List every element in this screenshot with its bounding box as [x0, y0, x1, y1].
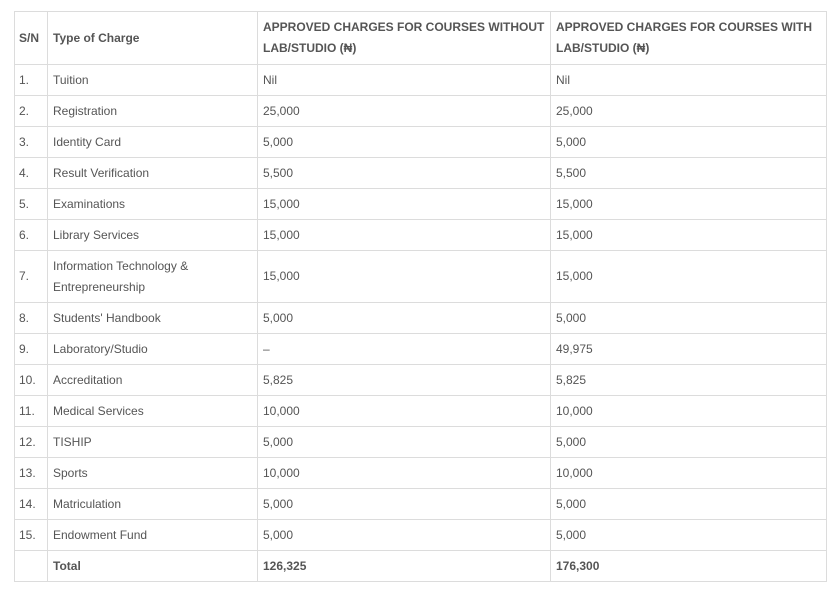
cell-type-of-charge: Identity Card — [48, 127, 258, 158]
cell-without-lab: 5,000 — [258, 489, 551, 520]
cell-without-lab: 10,000 — [258, 396, 551, 427]
table-row — [15, 220, 827, 251]
cell-without-lab: 5,825 — [258, 365, 551, 396]
cell-without-lab: – — [258, 334, 551, 365]
cell-without-lab: Nil — [258, 65, 551, 96]
cell-sn: 5. — [15, 189, 48, 220]
table-row — [15, 427, 827, 458]
cell-with-lab: 5,000 — [551, 127, 827, 158]
cell-type-of-charge: Registration — [48, 96, 258, 127]
header-without-lab: APPROVED CHARGES FOR COURSES WITHOUT LAB/STUDIO (₦) — [258, 12, 551, 65]
cell-with-lab: 5,825 — [551, 365, 827, 396]
cell-with-lab: 25,000 — [551, 96, 827, 127]
cell-type-of-charge: Sports — [48, 458, 258, 489]
cell-without-lab: 15,000 — [258, 189, 551, 220]
cell-type-of-charge: TISHIP — [48, 427, 258, 458]
cell-type-of-charge: Examinations — [48, 189, 258, 220]
cell-without-lab: 5,000 — [258, 427, 551, 458]
charges-table — [14, 11, 827, 582]
cell-sn: 14. — [15, 489, 48, 520]
cell-with-lab: 10,000 — [551, 458, 827, 489]
cell-with-lab: 15,000 — [551, 251, 827, 303]
cell-sn: 12. — [15, 427, 48, 458]
table-body — [15, 65, 827, 582]
cell-with-lab: 5,000 — [551, 427, 827, 458]
cell-with-lab: 5,000 — [551, 303, 827, 334]
cell-sn: 13. — [15, 458, 48, 489]
cell-sn: 8. — [15, 303, 48, 334]
cell-without-lab: 25,000 — [258, 96, 551, 127]
table-row — [15, 489, 827, 520]
cell-type-of-charge: Students' Handbook — [48, 303, 258, 334]
cell-type-of-charge: Medical Services — [48, 396, 258, 427]
header-type-of-charge: Type of Charge — [48, 12, 258, 65]
table-row — [15, 189, 827, 220]
table-row — [15, 334, 827, 365]
cell-with-lab: 15,000 — [551, 189, 827, 220]
header-with-lab: APPROVED CHARGES FOR COURSES WITH LAB/STUDIO (₦) — [551, 12, 827, 65]
table-row — [15, 365, 827, 396]
table-row — [15, 251, 827, 303]
cell-sn: 11. — [15, 396, 48, 427]
cell-type-of-charge: Result Verification — [48, 158, 258, 189]
cell-type-of-charge: Information Technology & Entrepreneurship — [48, 251, 258, 303]
header-sn: S/N — [15, 12, 48, 65]
cell-sn: 10. — [15, 365, 48, 396]
table-row — [15, 65, 827, 96]
cell-with-lab: 49,975 — [551, 334, 827, 365]
cell-without-lab: 5,500 — [258, 158, 551, 189]
table-row — [15, 458, 827, 489]
cell-sn: 1. — [15, 65, 48, 96]
cell-sn: 4. — [15, 158, 48, 189]
cell-with-lab: 5,000 — [551, 520, 827, 551]
table-row — [15, 127, 827, 158]
table-row — [15, 96, 827, 127]
cell-without-lab: 5,000 — [258, 127, 551, 158]
table-row — [15, 396, 827, 427]
table-row — [15, 303, 827, 334]
cell-sn: 9. — [15, 334, 48, 365]
cell-type-of-charge: Accreditation — [48, 365, 258, 396]
cell-with-lab: 10,000 — [551, 396, 827, 427]
cell-with-lab: 5,500 — [551, 158, 827, 189]
charges-table-container — [14, 11, 827, 582]
cell-without-lab: 15,000 — [258, 220, 551, 251]
cell-sn: 3. — [15, 127, 48, 158]
total-label: Total — [48, 551, 258, 582]
cell-type-of-charge: Library Services — [48, 220, 258, 251]
cell-type-of-charge: Laboratory/Studio — [48, 334, 258, 365]
cell-sn: 6. — [15, 220, 48, 251]
table-row — [15, 158, 827, 189]
cell-type-of-charge: Endowment Fund — [48, 520, 258, 551]
total-row — [15, 551, 827, 582]
total-with-lab: 176,300 — [551, 551, 827, 582]
total-sn — [15, 551, 48, 582]
total-without-lab: 126,325 — [258, 551, 551, 582]
cell-without-lab: 15,000 — [258, 251, 551, 303]
cell-sn: 7. — [15, 251, 48, 303]
table-row — [15, 520, 827, 551]
cell-with-lab: 15,000 — [551, 220, 827, 251]
cell-type-of-charge: Tuition — [48, 65, 258, 96]
cell-without-lab: 5,000 — [258, 303, 551, 334]
cell-sn: 15. — [15, 520, 48, 551]
cell-type-of-charge: Matriculation — [48, 489, 258, 520]
cell-without-lab: 10,000 — [258, 458, 551, 489]
cell-with-lab: 5,000 — [551, 489, 827, 520]
table-header-row — [15, 12, 827, 65]
cell-sn: 2. — [15, 96, 48, 127]
cell-with-lab: Nil — [551, 65, 827, 96]
cell-without-lab: 5,000 — [258, 520, 551, 551]
